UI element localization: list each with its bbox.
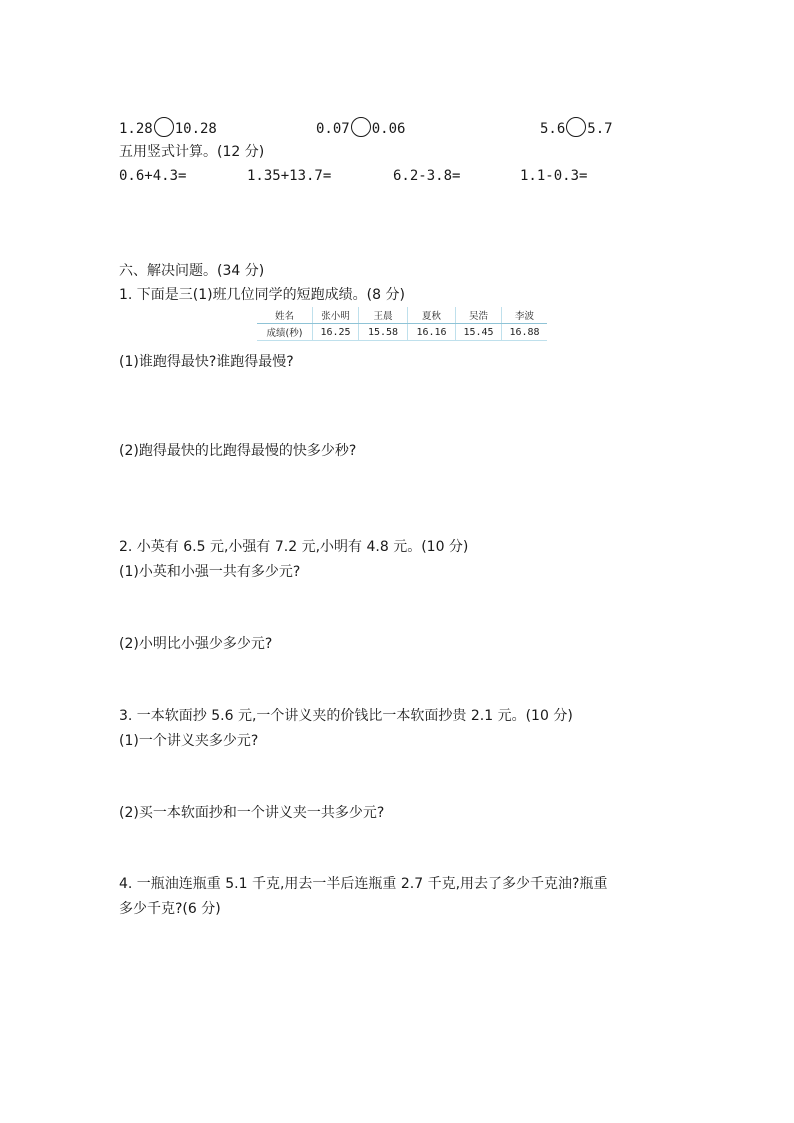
q2-stem: 2. 小英有 6.5 元,小强有 7.2 元,小明有 4.8 元。(10 分) [119, 539, 469, 555]
calc-item-2: 1.35+13.7= [247, 168, 332, 184]
compare-3-left: 5.6 [540, 121, 566, 137]
table-cell: 吴浩 [456, 307, 502, 324]
q3-stem: 3. 一本软面抄 5.6 元,一个讲义夹的价钱比一本软面抄贵 2.1 元。(10 分) [119, 708, 573, 724]
compare-item-3 [540, 117, 613, 137]
table-cell: 16.25 [313, 324, 359, 341]
compare-2-left: 0.07 [316, 121, 350, 137]
compare-3-right: 5.7 [587, 121, 613, 137]
calc-item-1: 0.6+4.3= [119, 168, 187, 184]
table-cell: 16.88 [502, 324, 548, 341]
q2-sub1: (1)小英和小强一共有多少元? [119, 564, 301, 580]
compare-item-2 [316, 117, 405, 137]
calc-item-3: 6.2-3.8= [393, 168, 461, 184]
q1-stem: 1. 下面是三(1)班几位同学的短跑成绩。(8 分) [119, 287, 405, 303]
calc-item-4: 1.1-0.3= [520, 168, 588, 184]
compare-1-left: 1.28 [119, 121, 153, 137]
table-cell: 15.58 [359, 324, 408, 341]
q3-sub1: (1)一个讲义夹多少元? [119, 733, 259, 749]
compare-1-right: 10.28 [174, 121, 217, 137]
score-table [257, 307, 547, 341]
table-cell: 姓名 [257, 307, 313, 324]
table-cell: 成绩(秒) [257, 324, 313, 341]
table-cell: 张小明 [313, 307, 359, 324]
compare-2-blank-circle[interactable] [351, 117, 371, 137]
section5-title: 五用竖式计算。(12 分) [119, 144, 265, 160]
q1-sub2: (2)跑得最快的比跑得最慢的快多少秒? [119, 443, 357, 459]
score-table-header-row [257, 307, 547, 324]
compare-1-blank-circle[interactable] [154, 117, 174, 137]
compare-3-blank-circle[interactable] [566, 117, 586, 137]
q4-line1: 4. 一瓶油连瓶重 5.1 千克,用去一半后连瓶重 2.7 千克,用去了多少千克油?瓶重 [119, 876, 608, 892]
compare-2-right: 0.06 [371, 121, 406, 137]
table-cell: 王晨 [359, 307, 408, 324]
q4-line2: 多少千克?(6 分) [119, 901, 221, 917]
q3-sub2: (2)买一本软面抄和一个讲义夹一共多少元? [119, 805, 385, 821]
score-table-score-row [257, 324, 547, 341]
table-cell: 15.45 [456, 324, 502, 341]
compare-item-1 [119, 117, 217, 137]
table-cell: 夏秋 [408, 307, 456, 324]
q1-sub1: (1)谁跑得最快?谁跑得最慢? [119, 354, 294, 370]
table-cell: 16.16 [408, 324, 456, 341]
table-cell: 李波 [502, 307, 548, 324]
section6-title: 六、解决问题。(34 分) [119, 263, 265, 279]
q2-sub2: (2)小明比小强少多少元? [119, 636, 273, 652]
